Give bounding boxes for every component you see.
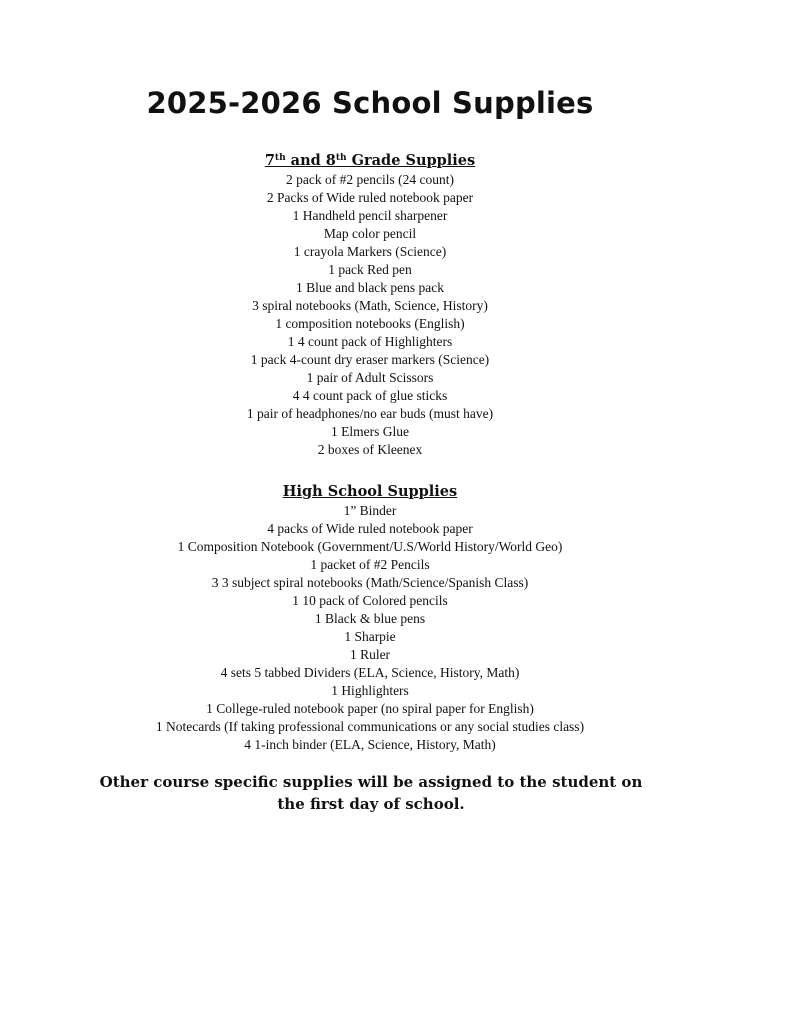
list-item: 1 Elmers Glue bbox=[331, 424, 409, 439]
list-item: 4 sets 5 tabbed Dividers (ELA, Science, History, Math) bbox=[220, 665, 520, 680]
list-item: 1 Handheld pencil sharpener bbox=[292, 208, 448, 223]
list-item: 1 pair of Adult Scissors bbox=[306, 370, 434, 385]
list-item: 1 College-ruled notebook paper (no spiral paper for English) bbox=[206, 701, 534, 716]
list-item: 1 Notecards (If taking professional communications or any social studies class) bbox=[155, 719, 585, 734]
list-item: 3 3 subject spiral notebooks (Math/Science/Spanish Class) bbox=[211, 575, 529, 590]
high-school-section bbox=[0, 482, 740, 754]
footer-note: Other course specific supplies will be assigned to the student on the first day of school. bbox=[99, 773, 643, 813]
heading-ordinal-suffix: th bbox=[274, 153, 286, 163]
list-item: 1 packet of #2 Pencils bbox=[310, 557, 430, 572]
heading-grade-eight: and 8 bbox=[285, 152, 336, 169]
list-item: 1 pack Red pen bbox=[328, 262, 412, 277]
page-title: 2025-2026 School Supplies bbox=[146, 86, 594, 120]
list-item: 1 Black & blue pens bbox=[314, 611, 426, 626]
list-item: 1 4 count pack of Highlighters bbox=[287, 334, 453, 349]
list-item: 4 1-inch binder (ELA, Science, History, Math) bbox=[244, 737, 496, 752]
list-item: 1 crayola Markers (Science) bbox=[293, 244, 447, 259]
heading-grade-seven: 7 bbox=[264, 152, 275, 169]
list-item: Map color pencil bbox=[323, 226, 417, 241]
list-item: 1 Highlighters bbox=[331, 683, 409, 698]
list-item: 2 boxes of Kleenex bbox=[317, 442, 423, 457]
high-school-supply-list bbox=[0, 502, 740, 754]
list-item: 1 Composition Notebook (Government/U.S/World History/World Geo) bbox=[177, 539, 563, 554]
heading-ordinal-suffix: th bbox=[335, 153, 347, 163]
list-item: 1 pair of headphones/no ear buds (must have) bbox=[246, 406, 494, 421]
list-item: 1 Blue and black pens pack bbox=[295, 280, 445, 295]
high-school-heading: High School Supplies bbox=[282, 483, 458, 500]
list-item: 1 10 pack of Colored pencils bbox=[292, 593, 448, 608]
list-item: 1 composition notebooks (English) bbox=[275, 316, 465, 331]
middle-school-section bbox=[0, 151, 740, 459]
list-item: 2 Packs of Wide ruled notebook paper bbox=[266, 190, 474, 205]
list-item: 1 pack 4-count dry eraser markers (Science) bbox=[250, 352, 490, 367]
list-item: 4 packs of Wide ruled notebook paper bbox=[267, 521, 473, 536]
list-item: 1 Ruler bbox=[349, 647, 391, 662]
list-item: 1” Binder bbox=[343, 503, 397, 518]
list-item: 4 4 count pack of glue sticks bbox=[292, 388, 448, 403]
middle-school-heading bbox=[0, 151, 740, 171]
heading-label: Grade Supplies bbox=[346, 152, 476, 169]
list-item: 3 spiral notebooks (Math, Science, History) bbox=[252, 298, 488, 313]
middle-school-supply-list bbox=[0, 171, 740, 459]
list-item: 2 pack of #2 pencils (24 count) bbox=[286, 172, 454, 187]
list-item: 1 Sharpie bbox=[344, 629, 396, 644]
